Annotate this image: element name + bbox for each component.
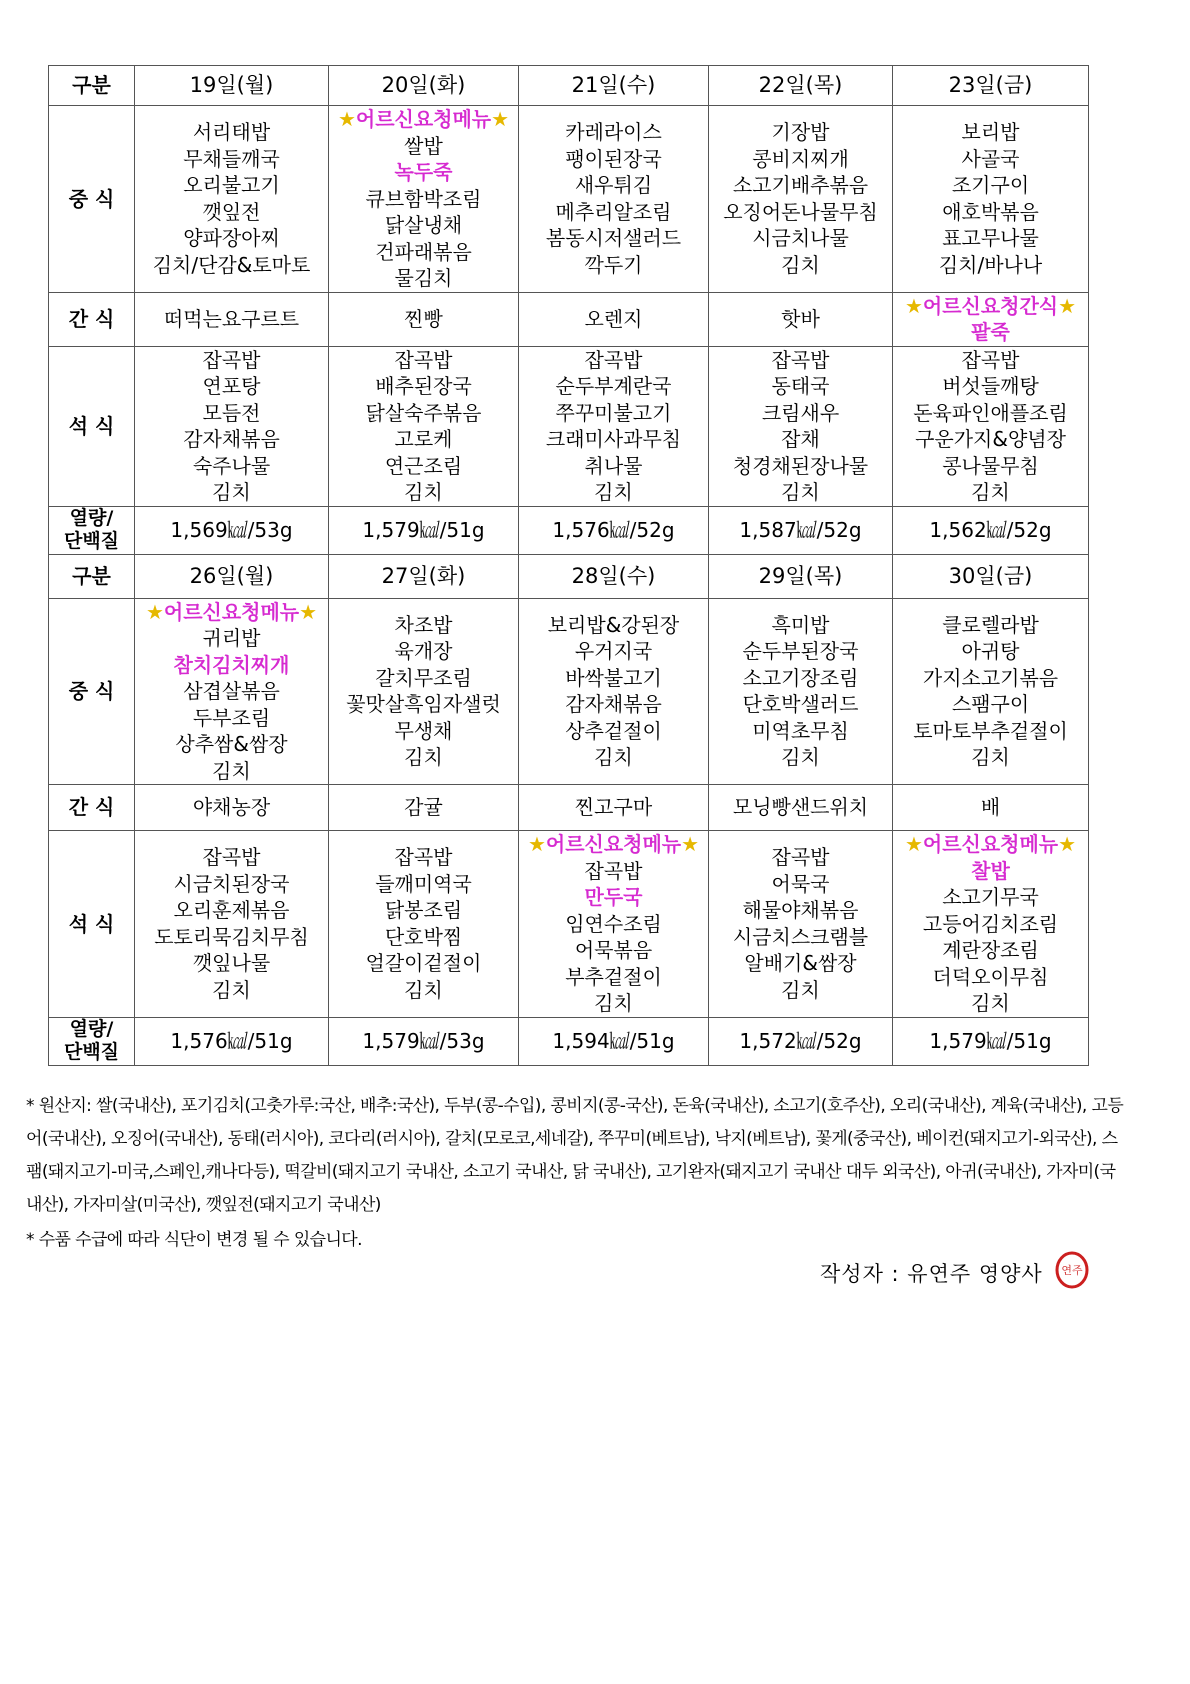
special-menu-banner [135, 599, 328, 626]
lunch-menu-cell [709, 598, 893, 785]
menu-item: 단호박샐러드 [742, 692, 859, 717]
menu-item: 잡곡밥 [394, 347, 453, 372]
menu-item: 표고무나물 [942, 226, 1039, 251]
menu-item: 모듬전 [202, 400, 261, 425]
nutrition-value [893, 1017, 1089, 1065]
lunch-label-text: 중 식 [68, 679, 115, 703]
menu-item: 잡곡밥 [584, 858, 643, 883]
dinner-menu-cell [893, 346, 1089, 506]
menu-item: 김치 [212, 758, 251, 783]
menu-item: 김치 [781, 480, 820, 504]
menu-item: 소고기장조림 [742, 665, 859, 690]
snack-menu-cell [709, 785, 893, 831]
menu-item: 부추겉절이 [565, 964, 662, 989]
menu-item: 귀리밥 [202, 626, 261, 650]
menu-item: 잡채 [781, 427, 820, 451]
menu-item: 김치 [212, 480, 251, 504]
menu-item: 김치 [971, 991, 1010, 1015]
menu-item: 도토리묵김치무침 [154, 924, 309, 949]
menu-item: 기장밥 [771, 120, 830, 145]
menu-item: 찐고구마 [574, 795, 653, 820]
day-header-text: 21일(수) [571, 73, 656, 98]
lunch-menu-cell [893, 106, 1089, 293]
menu-item: 봄동시저샐러드 [545, 226, 682, 251]
snack-label [49, 292, 135, 346]
menu-item: 버섯들깨탕 [942, 374, 1039, 398]
menu-item: 크래미사과무침 [545, 427, 682, 451]
snack-menu-cell [135, 292, 329, 346]
lunch-row [49, 598, 1089, 785]
snack-menu-cell [329, 785, 519, 831]
day-header [893, 66, 1089, 106]
nutrition-row [49, 1017, 1089, 1065]
dinner-menu-cell [709, 346, 893, 506]
menu-item: 어묵볶음 [574, 938, 653, 962]
menu-item: 고등어김치조림 [922, 911, 1059, 936]
nutrition-value-text: 1,594㎉/51g [552, 1028, 675, 1053]
menu-item: 김치 [971, 480, 1010, 504]
menu-item: 흑미밥 [771, 612, 830, 637]
menu-item: 클로렐라밥 [942, 612, 1039, 637]
menu-item: 차조밥 [394, 612, 453, 637]
nutrition-value-text: 1,562㎉/52g [929, 517, 1052, 542]
menu-item: 순두부된장국 [742, 639, 859, 664]
seal-stamp-icon [1054, 1250, 1090, 1290]
menu-item: 찰밥 [971, 858, 1010, 883]
snack-label-text: 간 식 [68, 795, 115, 820]
menu-item: 양파장아찌 [183, 226, 280, 251]
snack-menu-cell [135, 785, 329, 831]
col-header-text: 구분 [72, 563, 111, 588]
menu-item: 오징어돈나물무침 [723, 199, 878, 224]
menu-item: 오리불고기 [183, 173, 280, 198]
menu-item: 보리밥 [961, 120, 1020, 145]
menu-item: 깻잎전 [202, 199, 261, 224]
header-row [49, 554, 1089, 598]
day-header-text: 26일(월) [189, 563, 274, 588]
dinner-label [49, 346, 135, 506]
nutrition-value-text: 1,579㎉/51g [362, 517, 485, 542]
menu-item: 만두국 [584, 885, 643, 909]
menu-item: 김치 [404, 480, 443, 504]
nutrition-value-text: 1,572㎉/52g [739, 1028, 862, 1053]
star-icon: ★ [299, 599, 318, 624]
special-menu-text: 어르신요청메뉴 [163, 599, 300, 624]
star-icon: ★ [681, 832, 700, 856]
svg-text:연주: 연주 [1061, 1264, 1083, 1277]
change-notice: * 수품 수급에 따라 식단이 변경 될 수 있습니다. [26, 1230, 362, 1250]
menu-item: 김치/바나나 [938, 252, 1043, 277]
menu-item: 김치 [971, 745, 1010, 770]
nutrition-value [135, 506, 329, 554]
nutrition-label [49, 1017, 135, 1065]
col-header-text: 구분 [72, 73, 111, 98]
menu-item: 해물야채볶음 [742, 898, 859, 923]
menu-item: 오렌지 [584, 306, 643, 331]
menu-item: 얼갈이겉절이 [365, 951, 482, 976]
menu-item: 김치 [594, 745, 633, 770]
snack-row [49, 785, 1089, 831]
menu-item: 어묵국 [771, 871, 830, 896]
star-icon: ★ [904, 293, 923, 318]
lunch-menu-cell [135, 106, 329, 293]
day-header [519, 66, 709, 106]
menu-item: 잡곡밥 [202, 347, 261, 372]
nutrition-value [519, 1017, 709, 1065]
lunch-menu-cell [519, 598, 709, 785]
menu-item: 팽이된장국 [565, 146, 662, 171]
menu-item: 계란장조림 [942, 938, 1039, 962]
menu-item: 시금치나물 [752, 226, 849, 251]
header-row [49, 66, 1089, 106]
lunch-menu-cell [709, 106, 893, 293]
nutrition-value [135, 1017, 329, 1065]
author-signature: 작성자 : 유연주 영양사 [820, 1262, 1043, 1286]
day-header [135, 554, 329, 598]
menu-item: 사골국 [961, 146, 1020, 171]
menu-item: 미역초무침 [752, 718, 849, 743]
snack-menu-cell [519, 292, 709, 346]
nutrition-value [709, 1017, 893, 1065]
menu-item: 모닝빵샌드위치 [732, 795, 869, 820]
menu-item: 잡곡밥 [202, 845, 261, 870]
menu-item: 닭살숙주볶음 [365, 400, 482, 425]
menu-item: 잡곡밥 [584, 347, 643, 372]
menu-item: 시금치스크램블 [732, 924, 869, 949]
menu-item: 연근조림 [384, 453, 463, 478]
snack-menu-cell [893, 292, 1089, 346]
snack-menu-cell [329, 292, 519, 346]
dinner-menu-cell [519, 831, 709, 1018]
nutrition-value-text: 1,579㎉/51g [929, 1028, 1052, 1053]
special-menu-text: 어르신요청메뉴 [545, 832, 682, 856]
menu-item: 녹두죽 [394, 160, 453, 184]
weekly-menu-table [48, 65, 1089, 1066]
menu-item: 김치/단감&토마토 [152, 252, 311, 277]
nutrition-label-text: 열량/ [69, 507, 114, 529]
menu-item: 연포탕 [202, 374, 261, 398]
menu-item: 김치 [781, 745, 820, 770]
day-header [329, 554, 519, 598]
star-icon: ★ [527, 832, 546, 856]
nutrition-value [329, 506, 519, 554]
menu-item: 가지소고기볶음 [922, 665, 1059, 690]
menu-item: 핫바 [781, 306, 820, 331]
menu-item: 닭봉조림 [384, 898, 463, 923]
day-header-text: 22일(목) [758, 73, 843, 98]
nutrition-value-text: 1,576㎉/52g [552, 517, 675, 542]
menu-item: 스팸구이 [951, 692, 1030, 717]
col-header-label [49, 66, 135, 106]
dinner-label [49, 831, 135, 1018]
menu-item: 더덕오이무침 [932, 964, 1049, 989]
lunch-label [49, 598, 135, 785]
lunch-menu-cell [135, 598, 329, 785]
menu-item: 돈육파인애플조림 [913, 400, 1068, 425]
snack-row [49, 292, 1089, 346]
menu-item: 무채들깨국 [183, 146, 280, 171]
menu-item: 김치 [594, 480, 633, 504]
menu-item: 콩비지찌개 [752, 146, 849, 171]
menu-item: 두부조림 [192, 705, 271, 730]
menu-item: 야채농장 [192, 795, 271, 820]
menu-item: 고로케 [394, 427, 453, 451]
menu-item: 참치김치찌개 [173, 652, 290, 677]
menu-item: 감자채볶음 [565, 692, 662, 717]
menu-item: 건파래볶음 [375, 239, 472, 264]
menu-item: 삼겹살볶음 [183, 679, 280, 703]
day-header-text: 27일(화) [381, 563, 466, 588]
menu-item: 순두부계란국 [555, 374, 672, 398]
nutrition-label-text: 단백질 [63, 530, 120, 552]
menu-item: 상추쌈&쌈장 [175, 732, 288, 756]
nutrition-value-text: 1,579㎉/53g [362, 1028, 485, 1053]
dinner-menu-cell [135, 831, 329, 1018]
menu-item: 큐브함박조림 [365, 186, 482, 211]
menu-item: 잡곡밥 [961, 347, 1020, 372]
day-header-text: 23일(금) [948, 73, 1033, 98]
lunch-menu-cell [329, 106, 519, 293]
nutrition-value-text: 1,587㎉/52g [739, 517, 862, 542]
nutrition-label-text: 열량/ [69, 1018, 114, 1040]
menu-item: 조기구이 [951, 173, 1030, 198]
menu-item: 김치 [781, 252, 820, 277]
menu-item: 바싹불고기 [565, 665, 662, 690]
menu-item: 깻잎나물 [192, 951, 271, 976]
menu-item: 보리밥&강된장 [547, 612, 680, 637]
day-header [329, 66, 519, 106]
day-header-text: 28일(수) [571, 563, 656, 588]
snack-menu-cell [709, 292, 893, 346]
lunch-row [49, 106, 1089, 293]
lunch-label [49, 106, 135, 293]
menu-item: 구운가지&양념장 [915, 427, 1066, 451]
menu-item: 아귀탕 [961, 639, 1020, 664]
menu-item: 닭살냉채 [384, 213, 463, 237]
menu-item: 잡곡밥 [394, 845, 453, 870]
menu-item: 쌀밥 [404, 133, 443, 158]
nutrition-label-text: 단백질 [63, 1041, 120, 1063]
nutrition-value [329, 1017, 519, 1065]
menu-item: 카레라이스 [565, 120, 662, 145]
menu-item: 떠먹는요구르트 [163, 306, 300, 331]
menu-item: 김치 [212, 977, 251, 1002]
menu-item: 김치 [404, 977, 443, 1002]
lunch-menu-cell [893, 598, 1089, 785]
menu-item: 서리태밥 [192, 120, 271, 145]
dinner-menu-cell [709, 831, 893, 1018]
menu-item: 시금치된장국 [173, 871, 290, 896]
snack-menu-cell [893, 785, 1089, 831]
day-header [709, 554, 893, 598]
menu-item: 김치 [404, 745, 443, 770]
dinner-menu-cell [519, 346, 709, 506]
menu-item: 토마토부추겉절이 [913, 718, 1068, 743]
menu-item: 새우튀김 [574, 173, 653, 198]
menu-item: 알배기&쌈장 [744, 951, 857, 976]
menu-item: 김치 [594, 991, 633, 1015]
nutrition-value-text: 1,569㎉/53g [170, 517, 293, 542]
menu-item: 배추된장국 [375, 374, 472, 398]
dinner-menu-cell [135, 346, 329, 506]
menu-item: 우거지국 [574, 639, 653, 664]
star-icon: ★ [904, 832, 923, 856]
snack-menu-cell [519, 785, 709, 831]
nutrition-value [709, 506, 893, 554]
menu-item: 김치 [781, 977, 820, 1002]
menu-item: 동태국 [771, 374, 830, 398]
lunch-label-text: 중 식 [68, 186, 115, 211]
special-menu-banner [519, 831, 708, 858]
menu-item: 상추겉절이 [565, 718, 662, 743]
menu-item: 소고기무국 [942, 885, 1039, 909]
menu-item: 감귤 [404, 795, 443, 820]
origin-note: * 원산지: 쌀(국내산), 포기김치(고춧가루:국산, 배추:국산), 두부(콩-수입), 콩비지(콩-국산), 돈육(국내산), 소고기(호주산), 오리(국내산), 계육(국내산), 고등어(국내산), 오징어(국내산), 동태(러시아), 코다리(러시아), 갈치(모로코,세네갈), 쭈꾸미(베트남), 낙지(베트남), 꽃게(중국산), 베이컨(돼지고기-외국산), 스팸(돼지고기-미국,스페인,캐나다등), 떡갈비(돼지고기 국내산, 소고기 국내산, 닭 국내산), 고기완자(돼지고기 국내산 대두 외국산), 아귀(국내산), 가자미(국내산), 가자미살(미국산), 깻잎전(돼지고기 국내산) [26, 1096, 1124, 1215]
menu-item: 크림새우 [761, 400, 840, 425]
menu-item: 쭈꾸미불고기 [555, 400, 672, 425]
star-icon: ★ [337, 107, 356, 131]
lunch-menu-cell [519, 106, 709, 293]
menu-item: 취나물 [584, 453, 643, 478]
day-header-text: 29일(목) [758, 563, 843, 588]
special-menu-banner [329, 106, 518, 133]
star-icon: ★ [491, 107, 510, 131]
menu-item: 깍두기 [584, 252, 643, 277]
dinner-label-text: 석 식 [68, 413, 115, 438]
special-menu-text: 어르신요청메뉴 [922, 832, 1059, 856]
menu-item: 청경채된장나물 [732, 453, 869, 478]
special-menu-text: 어르신요청메뉴 [355, 107, 492, 131]
menu-item: 메추리알조림 [555, 199, 672, 224]
day-header [135, 66, 329, 106]
day-header-text: 19일(월) [189, 73, 274, 98]
star-icon: ★ [145, 599, 164, 624]
nutrition-value-text: 1,576㎉/51g [170, 1028, 293, 1053]
special-menu-banner [893, 293, 1088, 320]
dinner-menu-cell [893, 831, 1089, 1018]
menu-item: 갈치무조림 [375, 665, 472, 690]
nutrition-value [893, 506, 1089, 554]
day-header-text: 30일(금) [948, 563, 1033, 588]
dinner-menu-cell [329, 831, 519, 1018]
dinner-menu-cell [329, 346, 519, 506]
menu-item: 꽃맛살흑임자샐럿 [346, 692, 501, 717]
menu-item: 애호박볶음 [942, 199, 1039, 224]
col-header-label [49, 554, 135, 598]
menu-item: 물김치 [394, 266, 453, 290]
lunch-menu-cell [329, 598, 519, 785]
menu-item: 잡곡밥 [771, 347, 830, 372]
menu-item: 숙주나물 [192, 453, 271, 478]
dinner-label-text: 석 식 [68, 911, 115, 936]
day-header [709, 66, 893, 106]
menu-item: 단호박찜 [384, 924, 463, 949]
menu-item: 무생채 [394, 718, 453, 743]
menu-item: 오리훈제볶음 [173, 898, 290, 923]
nutrition-row [49, 506, 1089, 554]
dinner-row [49, 346, 1089, 506]
menu-item: 잡곡밥 [771, 845, 830, 870]
snack-label-text: 간 식 [68, 306, 115, 331]
day-header [519, 554, 709, 598]
menu-item: 감자채볶음 [183, 427, 280, 451]
special-menu-text: 어르신요청간식 [922, 293, 1059, 318]
menu-item: 들깨미역국 [375, 871, 472, 896]
menu-item: 배 [980, 795, 1001, 820]
menu-item: 육개장 [394, 639, 453, 664]
snack-label [49, 785, 135, 831]
menu-item: 팥죽 [971, 320, 1010, 344]
day-header [893, 554, 1089, 598]
menu-item: 임연수조림 [565, 911, 662, 936]
day-header-text: 20일(화) [381, 73, 466, 98]
star-icon: ★ [1058, 832, 1077, 856]
menu-item: 소고기배추볶음 [732, 173, 869, 198]
menu-item: 콩나물무침 [942, 453, 1039, 478]
star-icon: ★ [1058, 293, 1077, 318]
menu-item: 찐빵 [404, 306, 443, 331]
nutrition-value [519, 506, 709, 554]
special-menu-banner [893, 831, 1088, 858]
dinner-row [49, 831, 1089, 1018]
nutrition-label [49, 506, 135, 554]
